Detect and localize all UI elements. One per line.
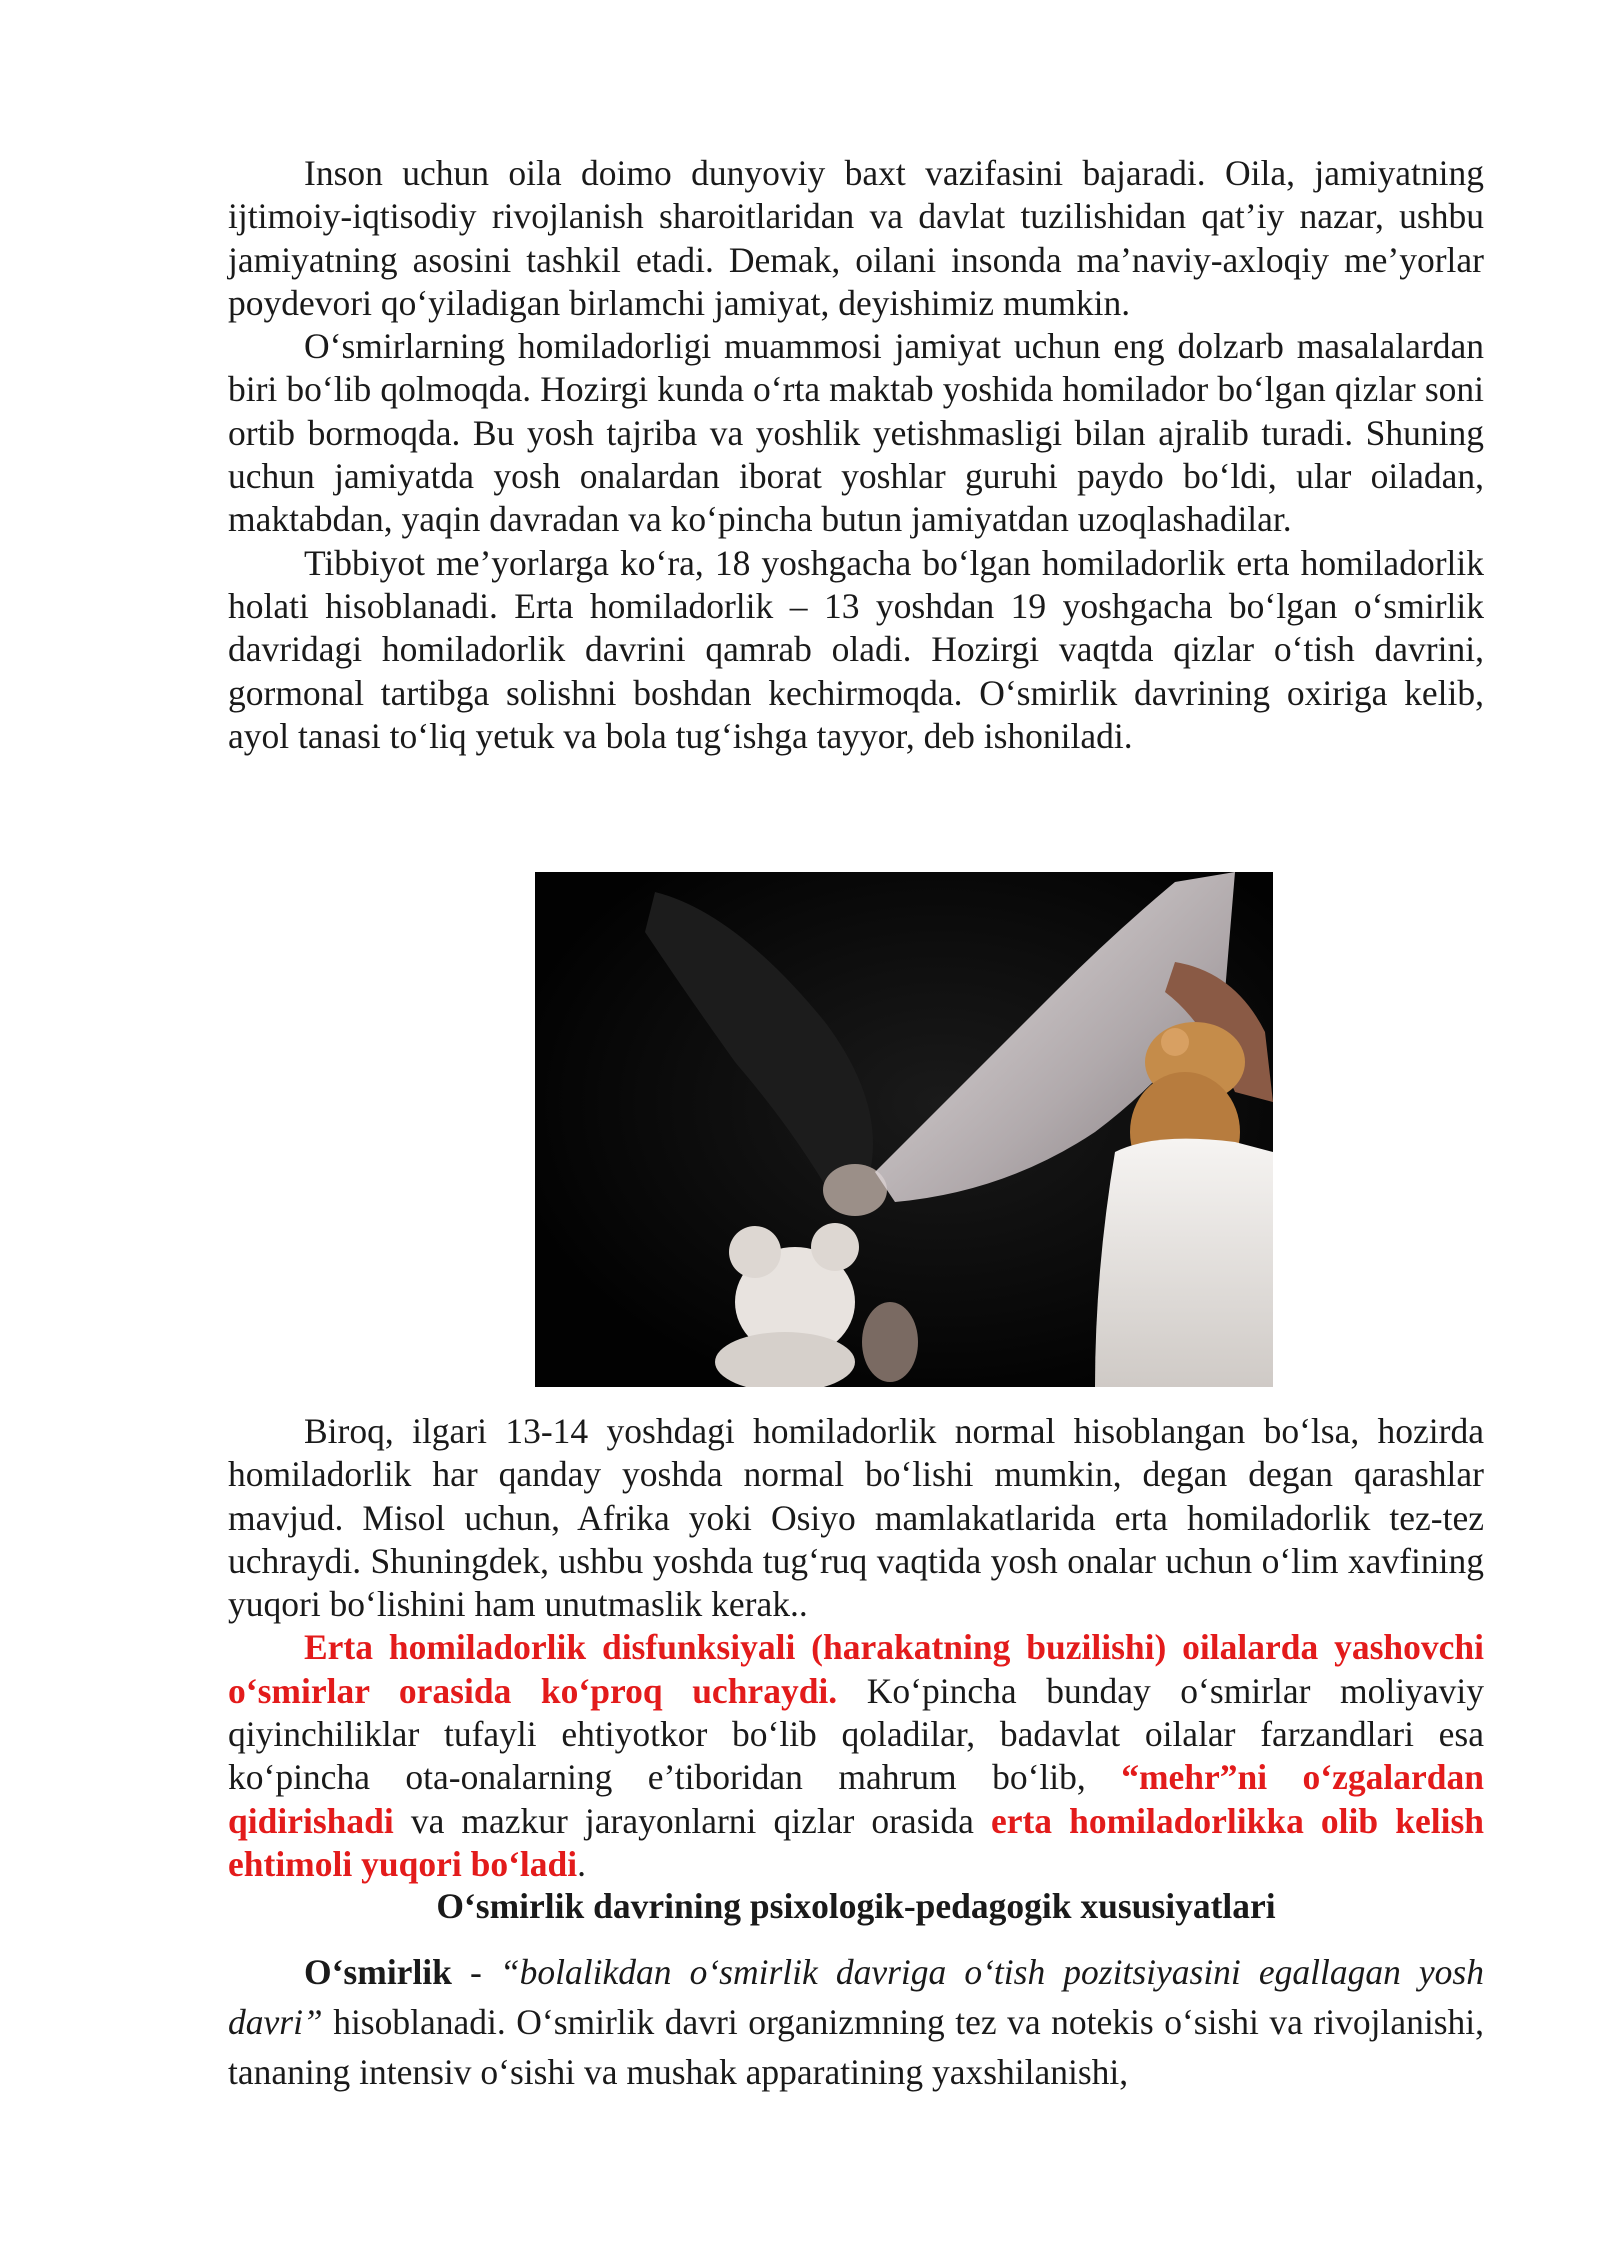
term-text: O‘smirlik	[304, 1952, 452, 1992]
paragraph-family: Inson uchun oila doimo dunyoviy baxt vazifasini bajaradi. Oila, jamiyatning ijtimoiy-iqtisodiy rivojlanish sharoitlaridan va davlat tuzilishidan qat’iy nazar, ushbu jamiyatning asosini tashkil etadi. Demak, oilani insonda ma’naviy-axloqiy me’yorlar poydevori qo‘yiladigan birlamchi jamiyat, deyishimiz mumkin.	[228, 153, 1484, 323]
body-text: va mazkur jarayonlarni qizlar orasida	[393, 1800, 991, 1841]
quote-text: “bolalikdan o‘smirlik davriga o‘tish pozitsiyasini egallagan yosh davri”	[228, 1952, 1484, 2042]
text-block-bottom	[228, 1947, 1484, 2097]
paragraph-teen-pregnancy: O‘smirlarning homiladorligi muammosi jamiyat uchun eng dolzarb masalalardan biri bo‘lib qolmoqda. Hozirgi kunda o‘rta maktab yoshida homilador bo‘lgan qizlar soni ortib bormoqda. Bu yosh tajriba va yoshlik yetishmasligi bilan ajralib turadi. Shuning uchun jamiyatda yosh onalardan iborat yoshlar guruhi paydo bo‘ldi, ular oiladan, maktabdan, yaqin davradan va ko‘pincha butun jamiyatdan uzoqlashadilar.	[228, 326, 1484, 540]
text-block-top	[228, 152, 1484, 758]
highlight-text: “mehr”ni o‘zgalardan qidirishadi	[228, 1757, 1484, 1841]
body-text: .	[577, 1843, 586, 1884]
photo-illustration	[535, 872, 1273, 1387]
body-text: hisoblanadi. O‘smirlik davri organizmning tez va notekis o‘sishi va rivojlanishi, tananing intensiv o‘sishi va mushak apparatining yaxshilanishi,	[228, 2002, 1484, 2092]
paragraph-adolescence-definition	[228, 1947, 1484, 2097]
section-heading: O‘smirlik davrining psixologik-pedagogik xususiyatlari	[436, 1886, 1276, 1926]
paragraph-age-norms: Biroq, ilgari 13-14 yoshdagi homiladorlik normal hisoblangan bo‘lsa, hozirda homiladorlik har qanday yoshda normal bo‘lishi mumkin, degan degan qarashlar mavjud. Misol uchun, Afrika yoki Osiyo mamlakatlarida erta homiladorlik tez-tez uchraydi. Shuningdek, ushbu yoshda tug‘ruq vaqtida yosh onalar uchun o‘lim xavfining yuqori bo‘lishini ham unutmaslik kerak..	[228, 1411, 1484, 1625]
highlight-text: erta homiladorlikka olib kelish ehtimoli yuqori bo‘ladi	[228, 1800, 1485, 1884]
body-text: Ko‘pincha bunday o‘smirlar moliyaviy qiyinchiliklar tufayli ehtiyotkor bo‘lib qoladilar, badavlat oilalar farzandlari esa ko‘pincha ota-onalarning e’tiboridan mahrum bo‘lib,	[228, 1670, 1484, 1798]
highlight-text: Erta homiladorlik disfunksiyali (harakatning buzilishi) oilalarda yashovchi o‘smirlar orasida ko‘proq uchraydi.	[228, 1627, 1484, 1711]
photo-child-bride	[535, 872, 1273, 1387]
paragraph-dysfunctional-families	[228, 1626, 1484, 1886]
paragraph-medical-norms: Tibbiyot me’yorlarga ko‘ra, 18 yoshgacha bo‘lgan homiladorlik erta homiladorlik holati hisoblanadi. Erta homiladorlik – 13 yoshdan 19 yoshgacha bo‘lgan o‘smirlik davridagi homiladorlik davrini qamrab oladi. Hozirgi vaqtda qizlar o‘tish davrini, gormonal tartibga solishni boshdan kechirmoqda. O‘smirlik davrining oxiriga kelib, ayol tanasi to‘liq yetuk va bola tug‘ishga tayyor, deb ishoniladi.	[228, 542, 1484, 756]
text-block-middle	[228, 1410, 1484, 1886]
body-text: -	[451, 1952, 500, 1992]
